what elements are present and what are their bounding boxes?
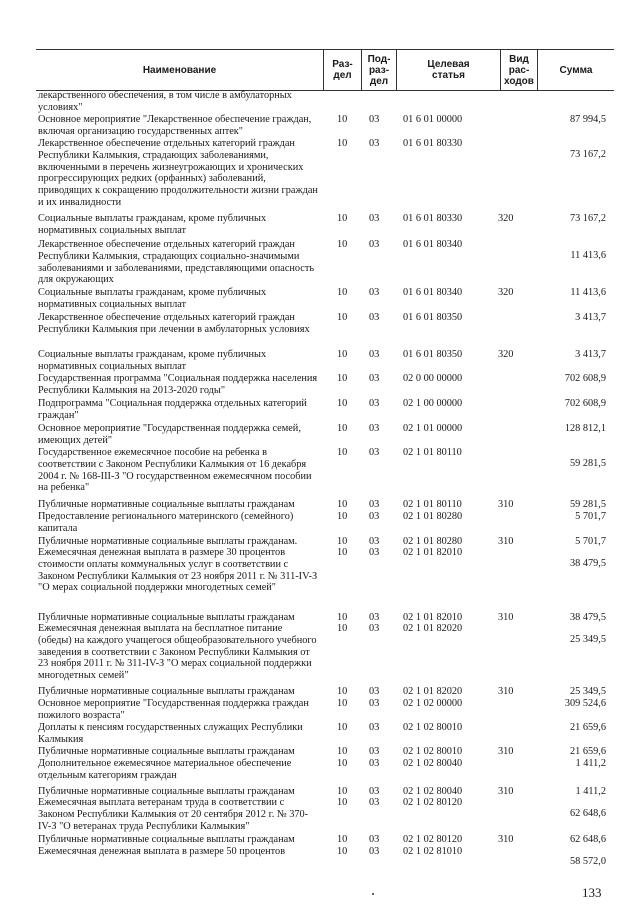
row-summa: 11 413,6 — [570, 250, 606, 261]
row-celevaya: 02 1 02 80040 — [403, 786, 463, 797]
row-name: Публичные нормативные социальные выплаты гражданам — [38, 499, 295, 510]
table-row — [36, 312, 614, 348]
table-row — [36, 722, 614, 746]
row-celevaya: 02 1 02 00000 — [403, 698, 463, 709]
row-podrazdel: 03 — [369, 499, 380, 510]
row-name: Социальные выплаты гражданам, кроме публичных нормативных социальных выплат — [38, 287, 267, 310]
row-name: Основное мероприятие "Лекарственное обеспечение граждан, включая организацию государственных аптек" — [38, 114, 312, 137]
row-summa: 25 349,5 — [569, 686, 606, 697]
row-summa: 5 701,7 — [575, 536, 606, 547]
row-podrazdel: 03 — [369, 547, 380, 558]
row-celevaya: 01 6 01 80350 — [403, 312, 463, 323]
row-podrazdel: 03 — [369, 447, 380, 458]
row-podrazdel: 03 — [369, 846, 380, 857]
row-celevaya: 01 6 01 80340 — [403, 239, 463, 250]
row-summa: 87 994,5 — [569, 114, 606, 125]
row-name: Публичные нормативные социальные выплаты гражданам. — [38, 536, 298, 547]
table-row — [36, 239, 614, 287]
row-summa: 11 413,6 — [570, 287, 606, 298]
row-summa: 62 648,6 — [569, 808, 606, 819]
row-podrazdel: 03 — [369, 373, 380, 384]
row-podrazdel: 03 — [369, 239, 380, 250]
row-razdel: 10 — [337, 612, 348, 623]
header-razdel: Раз- дел — [324, 50, 362, 90]
row-name: Лекарственное обеспечение отдельных категорий граждан Республики Калмыкия при лечении в амбулаторных условиях — [38, 312, 310, 335]
header-podrazdel: Под- раз- дел — [362, 50, 397, 90]
row-name: Публичные нормативные социальные выплаты гражданам — [38, 686, 295, 697]
row-razdel: 10 — [337, 547, 348, 558]
row-name: Дополнительное ежемесячное материальное обеспечение отдельным категориям граждан — [38, 758, 292, 781]
table-row — [36, 138, 614, 212]
table-row — [36, 373, 614, 397]
row-name: Социальные выплаты гражданам, кроме публичных нормативных социальных выплат — [38, 349, 267, 372]
row-summa: 38 479,5 — [569, 612, 606, 623]
row-razdel: 10 — [337, 746, 348, 757]
row-name: Подпрограмма "Социальная поддержка отдельных категорий граждан" — [38, 398, 307, 421]
row-summa: 59 281,5 — [569, 458, 606, 469]
row-summa: 25 349,5 — [569, 634, 606, 645]
row-celevaya: 02 1 01 80280 — [403, 536, 463, 547]
row-celevaya: 02 1 01 82020 — [403, 686, 463, 697]
row-razdel: 10 — [337, 786, 348, 797]
row-celevaya: 01 6 01 80330 — [403, 138, 463, 149]
row-razdel: 10 — [337, 373, 348, 384]
row-podrazdel: 03 — [369, 612, 380, 623]
row-podrazdel: 03 — [369, 213, 380, 224]
table-row — [36, 423, 614, 447]
row-vid: 320 — [498, 287, 514, 298]
row-celevaya: 01 6 01 80340 — [403, 287, 463, 298]
row-podrazdel: 03 — [369, 746, 380, 757]
row-vid: 310 — [498, 536, 514, 547]
row-name: Лекарственное обеспечение отдельных категорий граждан Республики Калмыкия, страдающих социально-значимыми заболеваниями и заболеваниями, представляющими опасность для окружающих — [38, 239, 315, 286]
row-celevaya: 02 1 01 00000 — [403, 423, 463, 434]
row-razdel: 10 — [337, 312, 348, 323]
table-row — [36, 511, 614, 535]
row-podrazdel: 03 — [369, 722, 380, 733]
row-razdel: 10 — [337, 349, 348, 360]
row-celevaya: 02 1 01 82010 — [403, 547, 463, 558]
row-razdel: 10 — [337, 239, 348, 250]
row-vid: 310 — [498, 686, 514, 697]
row-summa: 3 413,7 — [575, 349, 606, 360]
row-summa: 702 608,9 — [564, 373, 606, 384]
row-name: Предоставление регионального материнского (семейного) капитала — [38, 511, 294, 534]
row-podrazdel: 03 — [369, 349, 380, 360]
row-razdel: 10 — [337, 698, 348, 709]
row-celevaya: 02 1 02 80010 — [403, 722, 463, 733]
row-name: Ежемесячная денежная выплата в размере 30 процентов стоимости оплаты коммунальных услуг в соответствии с Законом Республики Калмыкия от 23 ноября 2011 г. № 311-IV-З "О мерах социальной поддержки многодетных семей" — [38, 547, 318, 594]
row-name: Публичные нормативные социальные выплаты гражданам — [38, 612, 295, 623]
row-name: Публичные нормативные социальные выплаты гражданам — [38, 746, 295, 757]
row-podrazdel: 03 — [369, 698, 380, 709]
table-row — [36, 797, 614, 833]
row-razdel: 10 — [337, 758, 348, 769]
row-summa: 1 411,2 — [575, 786, 606, 797]
row-podrazdel: 03 — [369, 797, 380, 808]
table-row — [36, 686, 614, 698]
row-name: Основное мероприятие "Государственная поддержка семей, имеющих детей" — [38, 423, 301, 446]
row-celevaya: 02 1 02 80120 — [403, 834, 463, 845]
row-podrazdel: 03 — [369, 423, 380, 434]
row-podrazdel: 03 — [369, 114, 380, 125]
row-podrazdel: 03 — [369, 138, 380, 149]
row-celevaya: 02 1 01 82020 — [403, 623, 463, 634]
table-row — [36, 499, 614, 511]
row-podrazdel: 03 — [369, 686, 380, 697]
row-razdel: 10 — [337, 536, 348, 547]
row-razdel: 10 — [337, 499, 348, 510]
row-name: Социальные выплаты гражданам, кроме публичных нормативных социальных выплат — [38, 213, 267, 236]
row-summa: 702 608,9 — [564, 398, 606, 409]
table-row — [36, 698, 614, 722]
table-row — [36, 287, 614, 311]
row-summa: 62 648,6 — [569, 834, 606, 845]
row-vid: 320 — [498, 349, 514, 360]
row-vid: 310 — [498, 786, 514, 797]
row-summa: 128 812,1 — [564, 423, 606, 434]
table-row — [36, 349, 614, 373]
table-row — [36, 846, 614, 870]
row-podrazdel: 03 — [369, 312, 380, 323]
row-name: Доплаты к пенсиям государственных служащих Республики Калмыкия — [38, 722, 303, 745]
row-name: Основное мероприятие "Государственная поддержка граждан пожилого возраста" — [38, 698, 309, 721]
row-podrazdel: 03 — [369, 786, 380, 797]
row-summa: 21 659,6 — [569, 746, 606, 757]
row-razdel: 10 — [337, 511, 348, 522]
table-row — [36, 746, 614, 758]
row-name: лекарственного обеспечения, в том числе в амбулаторных условиях" — [38, 90, 292, 113]
header-name: Наименование — [36, 50, 324, 90]
row-summa: 73 167,2 — [569, 213, 606, 224]
row-name: Государственная программа "Социальная поддержка населения Республики Калмыкия на 2013-2020 годы" — [38, 373, 318, 396]
row-celevaya: 02 1 01 80110 — [403, 499, 462, 510]
table-header — [36, 49, 614, 91]
table-row — [36, 758, 614, 782]
row-razdel: 10 — [337, 447, 348, 458]
row-name: Публичные нормативные социальные выплаты гражданам — [38, 834, 295, 845]
row-razdel: 10 — [337, 138, 348, 149]
row-summa: 309 524,6 — [564, 698, 606, 709]
row-summa: 58 572,0 — [569, 856, 606, 867]
row-razdel: 10 — [337, 114, 348, 125]
row-name: Лекарственное обеспечение отдельных категорий граждан Республики Калмыкия, страдающих заболеваниями, включенными в перечень жизнеугрожающих и хронических прогрессирующих редких (орфанных) заболеваний, приводящих к сокращению продолжительности жизни граждан и их инвалидности — [38, 138, 318, 208]
row-celevaya: 01 6 01 00000 — [403, 114, 463, 125]
row-razdel: 10 — [337, 846, 348, 857]
row-podrazdel: 03 — [369, 536, 380, 547]
table-row — [36, 398, 614, 422]
scan-speck — [372, 893, 374, 895]
row-celevaya: 02 1 02 80040 — [403, 758, 463, 769]
row-podrazdel: 03 — [369, 511, 380, 522]
table-row — [36, 447, 614, 499]
row-celevaya: 02 1 01 80110 — [403, 447, 462, 458]
row-podrazdel: 03 — [369, 834, 380, 845]
header-vid: Вид рас- ходов — [501, 50, 538, 90]
row-celevaya: 02 1 02 80010 — [403, 746, 463, 757]
row-celevaya: 02 1 00 00000 — [403, 398, 463, 409]
row-summa: 38 479,5 — [569, 558, 606, 569]
row-summa: 21 659,6 — [569, 722, 606, 733]
table-row — [36, 623, 614, 685]
row-summa: 1 411,2 — [575, 758, 606, 769]
table-row — [36, 547, 614, 611]
row-podrazdel: 03 — [369, 758, 380, 769]
row-celevaya: 01 6 01 80330 — [403, 213, 463, 224]
row-podrazdel: 03 — [369, 623, 380, 634]
row-celevaya: 02 1 01 82010 — [403, 612, 463, 623]
row-celevaya: 02 1 02 81010 — [403, 846, 463, 857]
row-summa: 5 701,7 — [575, 511, 606, 522]
row-vid: 310 — [498, 834, 514, 845]
row-vid: 320 — [498, 213, 514, 224]
table-row — [36, 834, 614, 846]
row-summa: 3 413,7 — [575, 312, 606, 323]
header-celevaya: Целевая статья — [397, 50, 501, 90]
row-razdel: 10 — [337, 213, 348, 224]
row-name: Ежемесячная денежная выплата в размере 50 процентов — [38, 846, 286, 857]
row-vid: 310 — [498, 499, 514, 510]
table-row — [36, 90, 614, 114]
row-razdel: 10 — [337, 287, 348, 298]
row-name: Ежемесячная выплата ветеранам труда в соответствии с Законом Республики Калмыкия от 20 сентября 2012 г. № 370-IV-З "О ветеранах труда Республики Калмыкия" — [38, 797, 309, 832]
row-podrazdel: 03 — [369, 398, 380, 409]
table-row — [36, 213, 614, 237]
table-row — [36, 114, 614, 138]
row-razdel: 10 — [337, 423, 348, 434]
row-razdel: 10 — [337, 398, 348, 409]
row-name: Государственное ежемесячное пособие на ребенка в соответствии с Законом Республики Калмыкия от 16 декабря 2004 г. № 168-III-З "О государственном ежемесячном пособии на ребенка" — [38, 447, 312, 494]
row-summa: 73 167,2 — [569, 149, 606, 160]
row-celevaya: 02 0 00 00000 — [403, 373, 463, 384]
row-name: Ежемесячная денежная выплата на бесплатное питание (обеды) на каждого учащегося общеобразовательного учебного заведения в соответствии с Законом Республики Калмыкия от 23 ноября 2011 г. № 311-IV-З "О мерах социальной поддержки многодетных семей" — [38, 623, 317, 682]
row-celevaya: 02 1 01 80280 — [403, 511, 463, 522]
row-name: Публичные нормативные социальные выплаты гражданам — [38, 786, 295, 797]
row-razdel: 10 — [337, 722, 348, 733]
row-vid: 310 — [498, 746, 514, 757]
row-celevaya: 01 6 01 80350 — [403, 349, 463, 360]
row-celevaya: 02 1 02 80120 — [403, 797, 463, 808]
header-summa: Сумма — [559, 64, 593, 76]
row-podrazdel: 03 — [369, 287, 380, 298]
row-razdel: 10 — [337, 623, 348, 634]
row-razdel: 10 — [337, 797, 348, 808]
page-number: 133 — [582, 885, 602, 900]
row-vid: 310 — [498, 612, 514, 623]
row-summa: 59 281,5 — [569, 499, 606, 510]
row-razdel: 10 — [337, 834, 348, 845]
row-razdel: 10 — [337, 686, 348, 697]
